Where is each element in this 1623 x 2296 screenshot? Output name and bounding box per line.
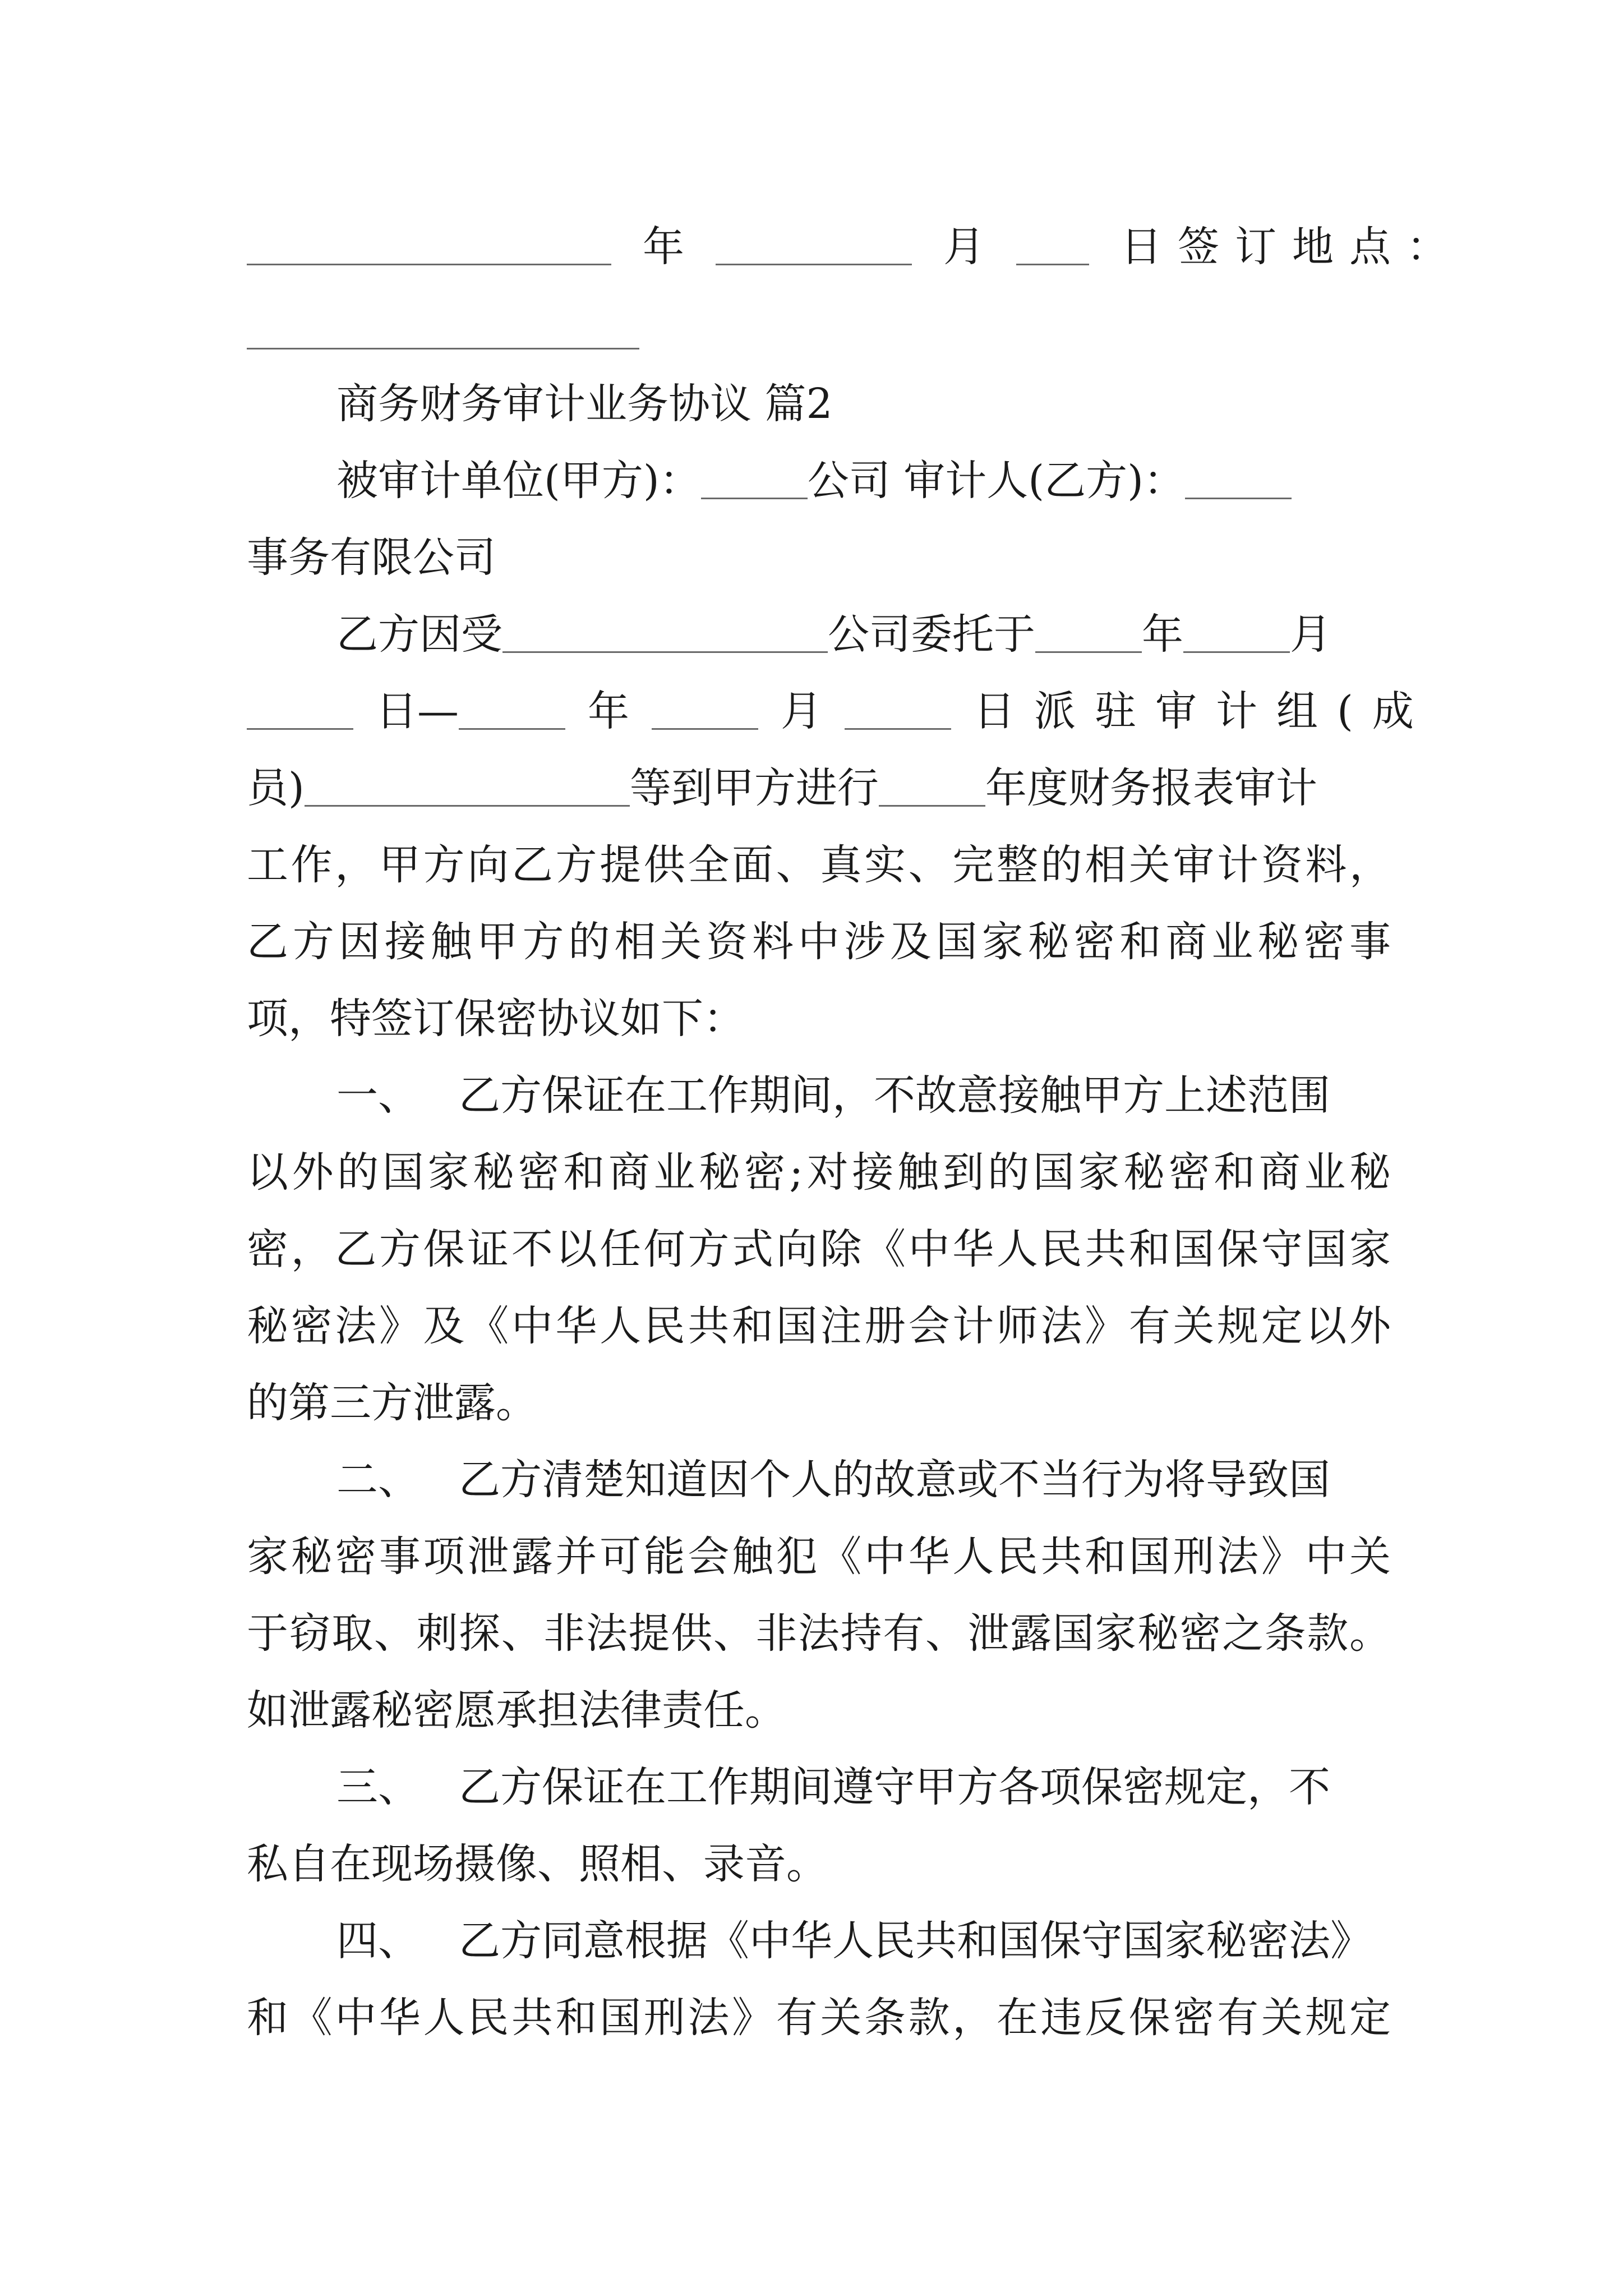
clause-text: 乙方保证在工作期间，不故意接触甲方上述范围 — [459, 1071, 1330, 1120]
blank-field — [502, 610, 828, 653]
clause-1-line-4: 秘密法》及《中华人民共和国注册会计师法》有关规定以外 — [247, 1302, 1391, 1350]
blank-field — [247, 222, 611, 265]
blank-field — [879, 763, 985, 807]
blank-field — [305, 763, 630, 807]
blank-field — [652, 687, 758, 730]
blank-field — [1185, 456, 1292, 499]
year-label: 年 — [643, 223, 684, 271]
clause-text: 乙方保证在工作期间遵守甲方各项保密规定，不 — [459, 1763, 1330, 1811]
party-b-label: 公司 审计人(乙方)： — [807, 457, 1186, 505]
blank-field — [716, 222, 912, 265]
intro-text: 公司委托于 — [828, 610, 1035, 659]
clause-text: 乙方清楚知道因个人的故意或不当行为将导致国 — [459, 1456, 1330, 1504]
blank-field — [459, 687, 565, 730]
intro-text: 日派驻审计组(成 — [974, 687, 1433, 735]
signing-place-line — [247, 297, 1391, 365]
clause-2-line-2: 家秘密事项泄露并可能会触犯《中华人民共和国刑法》中关 — [247, 1533, 1391, 1581]
intro-text: 年 — [1142, 610, 1183, 659]
blank-field — [845, 687, 951, 730]
intro-text: 等到甲方进行 — [629, 764, 879, 812]
section-title: 商务财务审计业务协议 篇2 — [336, 380, 833, 428]
intro-line-5: 乙方因接触甲方的相关资料中涉及国家秘密和商业秘密事 — [247, 918, 1391, 966]
intro-text: 月 — [781, 687, 822, 735]
clause-2-line-1 — [247, 1446, 1391, 1513]
intro-line-2 — [247, 678, 1433, 745]
month-label: 月 — [943, 223, 985, 271]
intro-text: 乙方因受 — [336, 610, 502, 659]
intro-line-4: 工作，甲方向乙方提供全面、真实、完整的相关审计资料， — [247, 841, 1391, 889]
clause-2-line-3: 于窃取、刺探、非法提供、非法持有、泄露国家秘密之条款。 — [247, 1609, 1391, 1658]
clause-number: 一、 — [336, 1071, 419, 1120]
clause-3-line-1 — [247, 1754, 1391, 1821]
intro-line-1 — [247, 601, 1391, 668]
clause-number: 二、 — [336, 1456, 419, 1504]
blank-field — [1035, 610, 1142, 653]
clause-text: 乙方同意根据《中华人民共和国保守国家秘密法》 — [459, 1917, 1372, 1965]
parties-line-2: 事务有限公司 — [247, 533, 496, 582]
clause-1-line-2: 以外的国家秘密和商业秘密;对接触到的国家秘密和商业秘 — [247, 1148, 1391, 1197]
day-place-label: 日签订地点： — [1121, 223, 1464, 271]
clause-1-line-1 — [247, 1062, 1391, 1129]
intro-text: 年度财务报表审计 — [985, 764, 1317, 812]
blank-field — [1016, 222, 1089, 265]
intro-text: 日— — [376, 687, 459, 735]
blank-field — [247, 687, 353, 730]
clause-number: 三、 — [336, 1763, 419, 1811]
clause-number: 四、 — [336, 1917, 419, 1965]
intro-text: 月 — [1290, 610, 1331, 659]
clause-1-line-3: 密，乙方保证不以任何方式向除《中华人民共和国保守国家 — [247, 1225, 1391, 1273]
intro-line-3 — [247, 754, 1391, 822]
clause-4-line-2: 和《中华人民共和国刑法》有关条款，在违反保密有关规定 — [247, 1994, 1391, 2042]
intro-line-6: 项，特签订保密协议如下： — [247, 995, 745, 1043]
blank-field — [701, 456, 808, 499]
blank-field — [1183, 610, 1290, 653]
clause-2-line-4: 如泄露秘密愿承担法律责任。 — [247, 1686, 786, 1734]
intro-text: 员) — [247, 764, 305, 812]
clause-3-line-2: 私自在现场摄像、照相、录音。 — [247, 1840, 828, 1888]
intro-text: 年 — [588, 687, 629, 735]
party-a-label: 被审计单位(甲方)： — [336, 457, 701, 505]
signing-date-line — [247, 213, 1464, 280]
clause-1-line-5: 的第三方泄露。 — [247, 1379, 537, 1427]
clause-4-line-1 — [247, 1907, 1391, 1975]
blank-field — [247, 306, 639, 349]
parties-line — [247, 447, 1391, 514]
